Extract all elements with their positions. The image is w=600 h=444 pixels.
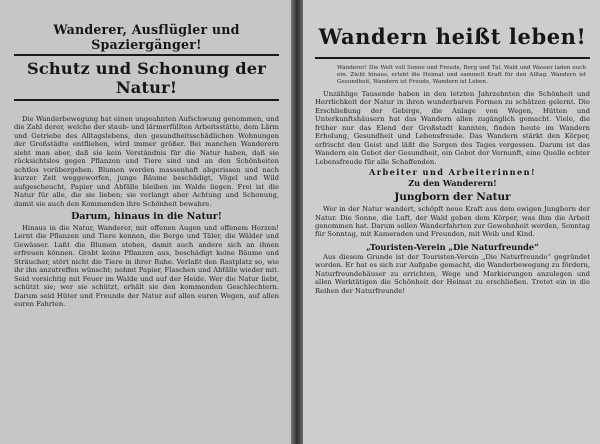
divider (315, 57, 590, 59)
leaflet-subtitle: Wanderer, Ausflügler und Spaziergänger! (53, 22, 240, 52)
leaflet-headline: Schutz und Schonung der Natur! (26, 59, 266, 97)
body-paragraph: Hinaus in die Natur, Wanderer, mit offenen Augen und offenem Herzen! Lernt die Pflanzen und Tiere kennen, die Berge und Täler, die Wälder und Gewässer. Laßt die Blumen stehen, damit auch andere sich an ihnen erfreuen können. Grabt keine Pflanzen aus, beschädigt keine Bäume und Sträucher, stört nicht die Tiere in ihrer Ruhe. Verlaßt den Rastplatz so, wie ihr ihn anzutreffen wünscht; nehmt Papier, Flaschen und Abfälle wieder mit. Seid vorsichtig mit Feuer im Walde und auf der Heide. Wer die Natur liebt, schützt sie; wer sie schützt, erhält sie den kommenden Geschlechtern. Darum seid Hüter und Freunde der Natur auf allen euren Wegen, auf allen euren Fahrten. (14, 223, 279, 309)
body-paragraph: Unzählige Tausende haben in den letzten Jahrzehnten die Schönheit und Herrlichkeit der Natur in ihren wunderbaren Formen zu schätzen gelernt. Die Erschließung der Gebirge, die Anlage von Wegen, Hütten und Unterkunftshäusern hat das Wandern allen zugänglich gemacht. Viele, die früher nur das Elend der Großstadt kannten, finden heute im Wandern Erholung, Gesundheit und Lebensfreude. Das Wandern stärkt den Körper, erfrischt den Geist und läßt die Sorgen des Tages vergessen. Darum ist das Wandern ein Gebot der Gesundheit, ein Gebot der Vernunft, eine Quelle echter Lebensfreude für alle Schaffenden. (315, 90, 590, 166)
section-line: Zu den Wanderern! (408, 178, 497, 189)
motto-text: Wanderer! Die Welt voll Sonne und Freude, Berg und Tal, Wald und Wasser laden euch ein. Zieht hinaus, erlebt die Heimat und sammelt Kraft für den Alltag. Wandern ist Gesundheit, Wandern ist Freude, Wandern ist Leben. (337, 65, 586, 85)
leaflet-title: Wandern heißt leben! (318, 24, 587, 49)
body-paragraph: Wer in der Natur wandert, schöpft neue Kraft aus dem ewigen Jungborn der Natur. Die Sonne, die Luft, der Wald geben dem Körper, was ihm die Arbeit genommen hat. Darum sollen Wanderfahrten zur Gewohnheit werden, Sonntag für Sonntag, mit Kameraden und Freunden, mit Weib und Kind. (315, 205, 590, 239)
section-heading: Darum, hinaus in die Natur! (71, 210, 222, 222)
right-page (303, 0, 600, 444)
section-heading: Jungborn der Natur (394, 191, 511, 204)
divider (14, 99, 279, 101)
section-heading: Arbeiter und Arbeiterinnen! (369, 167, 536, 178)
page-gutter (291, 0, 303, 444)
divider (14, 54, 279, 56)
left-page (0, 0, 291, 444)
body-paragraph: Aus diesem Grunde ist der Touristen-Verein „Die Naturfreunde“ gegründet worden. Er hat es sich zur Aufgabe gemacht, die Wanderbewegung zu fördern, Naturfreundehäuser zu errichten, Wege und Markierungen anzulegen und allen Werktätigen die Schönheit der Heimat zu erschließen. Tretet ein in die Reihen der Naturfreunde! (315, 252, 590, 295)
section-line: „Touristen-Verein „Die Naturfreunde“ (366, 241, 539, 252)
intro-paragraph: Die Wanderbewegung hat einen ungeahnten Aufschwung genommen, und die Zahl derer, welche der staub- und lärmerfüllten Arbeitsstätte, dem Lärm und Getriebe des Alltagslebens, den gesundheitsschädlichen Wohnungen der Großstädte entfliehen, wird immer größer. Bei manchen Wanderern sieht man aber, daß sie kein Verständnis für die Natur haben, daß sie rücksichtslos gegen Pflanzen und Tiere sind und an den Schönheiten achtlos vorübergehen. Blumen werden massenhaft abgerissen und nach kurzer Zeit weggeworfen, junge Bäume beschädigt, Vögel und Wild aufgescheucht, Papier und Abfälle bleiben im Walde liegen. Frei ist die Natur für alle, die sie lieben; sie verlangt aber Achtung und Schonung, damit sie auch den Kommenden ihre Schönheit bewahre. (14, 115, 279, 208)
